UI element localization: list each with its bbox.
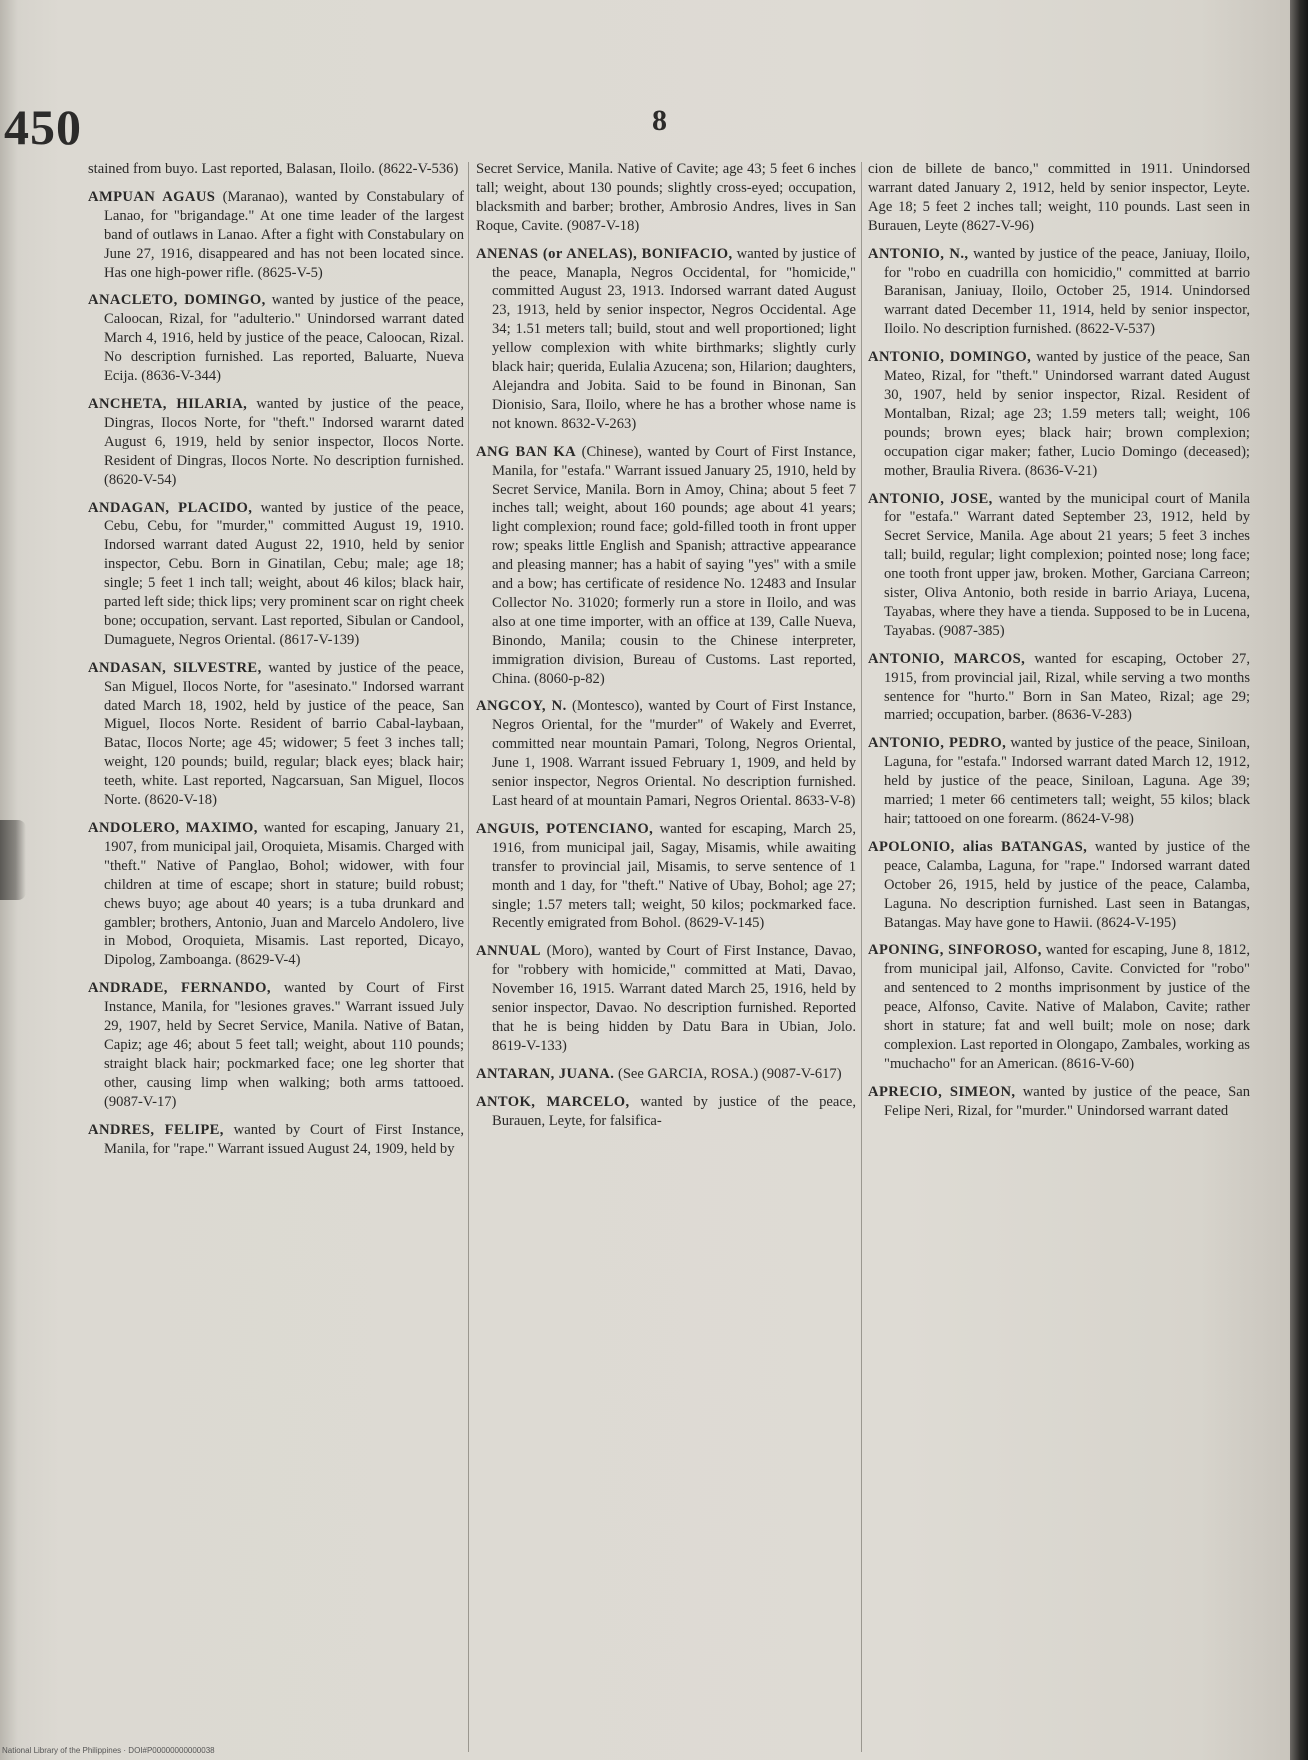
entry-text: (Moro), wanted by Court of First Instance, Davao, for "robbery with homicide," committed at Mati, Davao, November 16, 1915. Warrant dated March 25, 1916, held by senior inspector, Davao. No description furnished. Reported that he is being hidden by Datu Bara in Ubian, Jolo. xyxy=(492,943,856,1035)
entry-reference: (8629-V-4) xyxy=(235,952,301,969)
entry-reference: 8633-V-8) xyxy=(795,793,856,809)
entry-text: wanted for escaping, March 25, 1916, from municipal jail, Sagay, Misamis, while awaiting transfer to provincial jail, Misamis, to serve sentence of 1 month and 1 day, for "theft." Native of Ubay, Bohol; age 27; single; 1.57 meters tall; weight, 50 kilos; pockmarked face. Recently emigrated from Bohol. xyxy=(492,820,857,932)
entry-text: wanted by justice of the peace, Dingras, Ilocos Norte, for "theft." Indorsed wararnt dated August 6, 1919, held by senior inspector, Ilocos Norte. Resident of Dingras, Ilocos Norte. No description furnished. xyxy=(104,395,464,469)
entry-reference: (8616-V-60) xyxy=(1061,1055,1135,1072)
entry-text: wanted by justice of the peace, Manapla, Negros Occidental, for "homicide," committed August 23, 1913. Indorsed warrant dated August 23, 1913, held by senior inspector, Negros Occidental. Age 34; 1.51 meters tall; build, stout and well proportioned; light yellow complexion with white birthmarks; slightly curly black hair; querida, Eulalia Azucena; son, Hilarion; daughters, Alejandra and Jobita. Said to be found in Binonan, San Dionisio, Sara, Iloilo, where he has a brother whose name is not known. xyxy=(492,245,856,432)
entry-reference: (8624-V-195) xyxy=(1096,914,1177,931)
directory-entry xyxy=(868,838,1250,933)
directory-entry xyxy=(868,1083,1250,1121)
entry-reference: (8624-V-98) xyxy=(1061,811,1134,827)
entry-reference: 8632-V-263) xyxy=(561,415,637,432)
entry-reference: (8627-V-96) xyxy=(961,217,1035,234)
entry-reference: (8060-p-82) xyxy=(534,670,605,687)
entry-text: wanted by justice of the peace, Burauen, Leyte, for falsifica- xyxy=(492,1093,856,1129)
directory-entry xyxy=(88,395,464,490)
entry-reference: (9087-V-617) xyxy=(761,1065,842,1082)
entry-reference: (9087-385) xyxy=(938,622,1005,639)
entry-text: cion de billete de banco," committed in 1911. Unindorsed warrant dated January 2, 1912, held by senior inspector, Leyte. Age 18; 5 feet 2 inches tall; weight, 110 pounds. Last seen in Burauen, Leyte xyxy=(868,161,1250,234)
page-number: 450 xyxy=(4,99,82,155)
directory-entry xyxy=(868,490,1250,641)
directory-entry xyxy=(88,291,464,386)
entry-name: ANG BAN KA xyxy=(476,443,577,460)
entry-text: wanted by justice of the peace, Siniloan, Laguna, for "estafa." Indorsed warrant dated March 12, 1912, held by justice of the peace, Siniloan, Laguna. Age 39; married; 1 meter 66 centimeters tall; weight, 55 kilos; black hair; tattooed on one forearm. xyxy=(884,735,1251,827)
entry-name: ANENAS (or ANELAS), BONIFACIO, xyxy=(476,245,733,262)
entry-name: AMPUAN AGAUS xyxy=(88,188,216,205)
directory-entry xyxy=(476,820,856,933)
entry-reference: 8619-V-133) xyxy=(492,1037,567,1054)
directory-entry xyxy=(88,499,464,650)
column-1 xyxy=(88,160,464,1167)
entry-text: Secret Service, Manila. Native of Cavite; age 43; 5 feet 6 inches tall; weight, about 130 pounds; slightly cross-eyed; occupation, blacksmith and barber; brother, Ambrosio Andres, lives in San Roque, Cavite. xyxy=(476,161,856,234)
entry-reference: (8622-V-537) xyxy=(1075,321,1156,338)
directory-entry xyxy=(868,941,1250,1073)
entry-text: wanted by justice of the peace, San Felipe Neri, Rizal, for "murder." Unindorsed warrant dated xyxy=(884,1083,1250,1119)
entry-name: APRECIO, SIMEON, xyxy=(868,1083,1016,1100)
directory-entry xyxy=(476,245,856,434)
entry-text: wanted by justice of the peace, Cebu, Cebu, for "murder," committed August 19, 1910. Indorsed warrant dated August 22, 1910, held by senior inspector, Cebu. Born in Ginatilan, Cebu; male; age 18; single; 5 feet 1 inch tall; weight, about 46 kilos; black hair, parted left side; thick lips; very prominent scar on right cheek bone; occupation, servant. Last reported, Sibulan or Candool, Dumaguete, Negros Oriental. xyxy=(104,499,464,648)
entry-name: ANCHETA, HILARIA, xyxy=(88,395,248,412)
entry-reference: (8629-V-145) xyxy=(684,915,765,932)
directory-entry xyxy=(868,650,1250,726)
entry-name: ANTONIO, DOMINGO, xyxy=(868,349,1032,366)
entry-text: wanted by justice of the peace, Calamba, Laguna, for "rape." Indorsed warrant dated October 26, 1915, held by justice of the peace, Calamba, Laguna. No description furnished. Last seen in Batangas, Batangas. May have gone to Hawii. xyxy=(884,838,1250,931)
directory-entry xyxy=(476,1065,856,1084)
column-2 xyxy=(476,160,856,1140)
entry-text: (Chinese), wanted by Court of First Instance, Manila, for "estafa." Warrant issued January 25, 1910, held by Secret Service, Manila. Born in Amoy, China; about 5 feet 7 inches tall; weight, about 160 pounds; age about 41 years; light complexion; round face; gold-filled tooth in front upper row; speaks little English and Spanish; attractive appearance and pleasing manner; has a habit of saying "yes" with a smile and a bow; has certificate of residence No. 12483 and Insular Collector No. 31020; formerly run a store in Iloilo, and was also at one time importer, with an office at 139, Calle Nueva, Binondo, Manila; cousin to the Chinese interpreter, immigration division, Bureau of Customs. Last reported, China. xyxy=(492,443,856,687)
entry-reference: (8620-V-54) xyxy=(104,471,177,488)
directory-entry xyxy=(88,819,464,970)
entry-name: APONING, SINFOROSO, xyxy=(868,942,1042,959)
page-edge-shadow xyxy=(1290,0,1308,1760)
entry-text: (Montesco), wanted by Court of First Instance, Negros Oriental, for the "murder" of Wakely and Everret, committed near mountain Pamari, Tolong, Negros Oriental, June 1, 1908. Warrant issued February 1, 1909, and held by senior inspector, Negros Oriental. No description furnished. Last heard of at mountain Pamari, Negros Oriental. xyxy=(492,698,856,809)
binding-shadow xyxy=(0,820,26,900)
entry-name: ANGCOY, N. xyxy=(476,698,567,715)
entry-text: wanted for escaping, June 8, 1812, from municipal jail, Alfonso, Cavite. Convicted for "robo" and sentenced to 2 months imprisonment by justice of the peace, Alfonso, Cavite. Native of Malabon, Cavite; rather short in stature; fat and well built; mole on nose; dark complexion. Last reported in Olongapo, Zambales, working as "muchacho" for an American. xyxy=(884,942,1251,1072)
entry-name: ANTOK, MARCELO, xyxy=(476,1093,630,1110)
entry-name: ANTONIO, PEDRO, xyxy=(868,735,1007,752)
entry-name: ANNUAL xyxy=(476,943,541,960)
entry-text: (See GARCIA, ROSA.) xyxy=(617,1065,759,1082)
column-divider xyxy=(861,162,862,1752)
section-number: 8 xyxy=(652,104,667,137)
entry-reference: (9087-V-17) xyxy=(104,1093,177,1110)
entry-name: ANTONIO, N., xyxy=(868,245,969,262)
directory-entry xyxy=(88,188,464,283)
directory-entry xyxy=(476,443,856,689)
directory-entry xyxy=(476,697,856,810)
entry-reference: (9087-V-18) xyxy=(566,217,640,234)
entry-name: ANTONIO, MARCOS, xyxy=(868,650,1026,667)
entry-reference: (8636-V-283) xyxy=(1052,707,1132,724)
entry-text: wanted by Court of First Instance, Manila, for "lesiones graves." Warrant issued July 29, 1907, held by Secret Service, Manila. Native of Batan, Capiz; age 46; about 5 feet tall; weight, about 110 pounds; straight black hair; pockmarked face; one leg shorter that other, causing limp when walking; both arms tattooed. xyxy=(104,980,464,1091)
directory-entry xyxy=(88,1121,464,1159)
entry-name: ANDRADE, FERNANDO, xyxy=(88,980,271,997)
entry-name: ANDOLERO, MAXIMO, xyxy=(88,820,258,836)
column-3 xyxy=(868,160,1250,1130)
entry-name: ANTONIO, JOSE, xyxy=(868,490,993,507)
directory-entry xyxy=(868,348,1250,480)
entry-reference: (8617-V-139) xyxy=(279,631,360,648)
entry-reference: (8636-V-21) xyxy=(1024,462,1098,479)
entry-text: wanted for escaping, October 27, 1915, from provincial jail, Rizal, while serving a two months sentence for "hurto." Born in San Mateo, Rizal; age 29; married; occupation, barber. xyxy=(884,650,1250,724)
entry-continuation xyxy=(868,160,1250,236)
entry-text: wanted by justice of the peace, San Mateo, Rizal, for "theft." Unindorsed warrant dated August 30, 1907, held by senior inspector, Rizal. Resident of Montalban, Rizal; age 23; 1.59 meters tall; weight, 106 pounds; brown eyes; black hair; brown complexion; occupation cigar maker; father, Lucio Domingo (deceased); mother, Braulia Rivera. xyxy=(884,349,1250,479)
entry-reference: (8622-V-536) xyxy=(378,161,459,177)
entry-text: wanted by the municipal court of Manila for "estafa." Warrant dated September 23, 1912, held by Secret Service, Manila. Age about 21 years; 5 feet 3 inches tall; build, regular; light complexion; pointed nose; long face; one tooth front upper jaw, broken. Mother, Garciana Carreon; sister, Oliva Antonio, both reside in barrio Ariaya, Lucena, Tayabas, where they have a tienda. Supposed to be in Lucena, Tayabas. xyxy=(884,490,1251,639)
entry-text: wanted by Court of First Instance, Manila, for "rape." Warrant issued August 24, 1909, held by xyxy=(104,1121,464,1157)
directory-entry xyxy=(476,1093,856,1131)
entry-text: wanted by justice of the peace, Janiuay, Iloilo, for "robo en cuadrilla con homicidio," committed at barrio Baranisan, Janiuay, Iloilo, October 25, 1914. Unindorsed warrant dated December 11, 1914, held by senior inspector, Iloilo. No description furnished. xyxy=(884,245,1250,338)
entry-reference: (8620-V-18) xyxy=(144,792,217,809)
entry-text: stained from buyo. Last reported, Balasan, Iloilo. xyxy=(88,161,375,177)
column-divider xyxy=(468,162,469,1752)
entry-name: ANTARAN, JUANA. xyxy=(476,1065,615,1082)
directory-entry xyxy=(868,245,1250,340)
entry-name: APOLONIO, alias BATANGAS, xyxy=(868,838,1088,855)
directory-entry xyxy=(88,979,464,1111)
directory-entry xyxy=(88,659,464,810)
entry-reference: (8636-V-344) xyxy=(141,368,222,385)
footer-credit: National Library of the Philippines · DOI#P00000000000038 xyxy=(2,1746,215,1755)
directory-entry xyxy=(476,942,856,1055)
entry-continuation xyxy=(476,160,856,236)
entry-reference: (8625-V-5) xyxy=(257,264,323,281)
entry-text: wanted by justice of the peace, Caloocan, Rizal, for "adulterio." Unindorsed warrant dated March 4, 1916, held by justice of the peace, Caloocan, Rizal. No description furnished. Las reported, Baluarte, Nueva Ecija. xyxy=(104,292,464,385)
entry-text: (Maranao), wanted by Constabulary of Lanao, for "brigandage." At one time leader of the largest band of outlaws in Lanao. After a fight with Constabulary on June 27, 1916, disappeared and has not been located since. Has one high-power rifle. xyxy=(104,188,464,281)
entry-text: wanted for escaping, January 21, 1907, from municipal jail, Oroquieta, Misamis. Charged with "theft." Native of Panglao, Bohol; widower, with four children at time of escape; short in stature; build robust; chews buyo; age about 40 years; is a tuba drunkard and gambler; brothers, Antonio, Juan and Marcelo Andolero, live in Mobod, Oroquieta, Misamis. Last reported, Dicayo, Dipolog, Zamboanga. xyxy=(104,820,464,969)
directory-entry xyxy=(868,734,1250,829)
entry-text: wanted by justice of the peace, San Miguel, Ilocos Norte, for "asesinato." Indorsed warrant dated March 18, 1902, held by justice of the peace, San Miguel, Ilocos Norte. Resident of barrio Cabal-laybaan, Batac, Ilocos Norte; age 45; widower; 5 feet 3 inches tall; weight, 120 pounds; build, regular; black eyes; black hair; teeth, white. Last reported, Nagcarsuan, San Miguel, Ilocos Norte. xyxy=(104,659,465,809)
entry-name: ANACLETO, DOMINGO, xyxy=(88,292,266,309)
entry-name: ANGUIS, POTENCIANO, xyxy=(476,820,654,837)
entry-name: ANDASAN, SILVESTRE, xyxy=(88,659,262,676)
entry-name: ANDRES, FELIPE, xyxy=(88,1121,224,1138)
entry-name: ANDAGAN, PLACIDO, xyxy=(88,499,253,516)
entry-continuation xyxy=(88,160,464,179)
